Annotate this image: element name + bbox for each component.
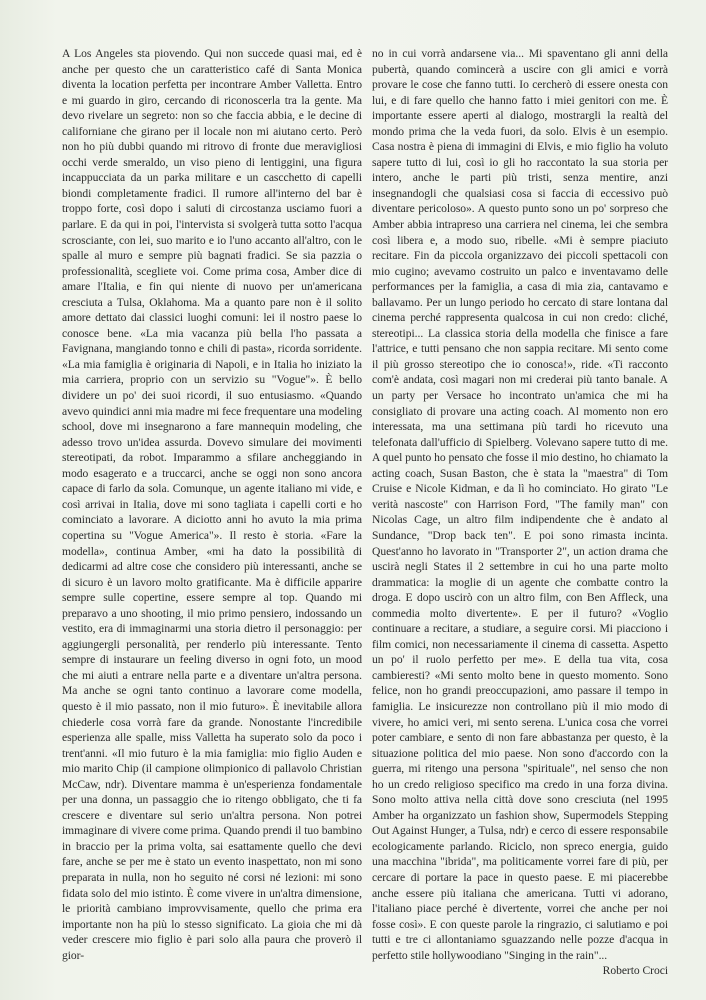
article-column-left [62,46,362,963]
article-text-left: A Los Angeles sta piovendo. Qui non succede quasi mai, ed è anche per questo che un caratteristico café di Santa Monica diventa la location perfetta per incontrare Amber Valletta. Entro e mi guardo in giro, cercando di riconoscerla tra la gente. Ma devo rivelare un segreto: non so che faccia abbia, e le decine di californiane che girano per il locale non mi aiutano certo. Però non ho più dubbi quando mi ritrovo di fronte due meravigliosi occhi verde smeraldo, un viso pieno di lentiggini, una figura incappucciata da un parka militare e un cascchetto di capelli biondi completamente fradici. Il rumore all'interno del bar è troppo forte, così dopo i saluti di circostanza usciamo fuori a parlare. E da qui in poi, l'intervista si svolgerà tutta sotto l'acqua scrosciante, con lei, suo marito e io l'uno accanto all'altro, con le spalle al muro e sempre più bagnati fradici. Se sia pazzia o professionalità, scegliete voi. Come prima cosa, Amber dice di amare l'Italia, e fin qui niente di nuovo per un'americana cresciuta a Tulsa, Oklahoma. Ma a quanto pare non è il solito amore dettato dai classici luoghi comuni: lei il nostro paese lo conosce bene. «La mia vacanza più bella l'ho passata a Favignana, mangiando tonno e chili di pasta», ricorda sorridente. «La mia famiglia è originaria di Napoli, e in Italia ho iniziato la mia carriera, proprio con un servizio su "Vogue"». È bello dividere un po' dei suoi ricordi, il suo entusiasmo. «Quando avevo quindici anni mia madre mi fece frequentare una modeling school, dove mi insegnarono a fare mannequin modeling, che adesso trovo un'idea assurda. Dovevo simulare dei movimenti stereotipati, da robot. Imparammo a sfilare ancheggiando in modo esagerato e a truccarci, anche se oggi non sono ancora capace di farlo da sola. Comunque, un agente italiano mi vide, e così arrivai in Italia, dove mi sono tagliata i capelli corti e ho cominciato a lavorare. A diciotto anni ho avuto la mia prima copertina su "Vogue America"». Il resto è storia. «Fare la modella», continua Amber, «mi ha dato la possibilità di dedicarmi ad altre cose che considero più interessanti, anche se di sicuro è un lavoro molto gratificante. Ma è difficile apparire sempre sulle copertine, essere sempre al top. Quando mi preparavo a uno shooting, il mio primo pensiero, indossando un vestito, era di immaginarmi una storia dietro il personaggio: per aggiungergli personalità, per renderlo più interessante. Tento sempre di instaurare un feeling diverso in ogni foto, un mood che mi aiuti a entrare nella parte e a diventare un'altra persona. Ma anche se ogni tanto continuo a lavorare come modella, questo è il mio passato, non il mio futuro». È inevitabile allora chiederle cosa vorrà fare da grande. Nonostante l'incredibile esperienza alle spalle, miss Valletta ha superato solo da poco i trent'anni. «Il mio futuro è la mia famiglia: mio figlio Auden e mio marito Chip (il campione olimpionico di pallavolo Christian McCaw, ndr). Diventare mamma è un'esperienza fondamentale per una donna, un passaggio che io ritengo obbligato, che ti fa crescere e diventare sul serio un'altra persona. Non potrei immaginare di vivere come prima. Quando prendi il tuo bambino in braccio per la prima volta, sai esattamente quello che devi fare, anche se per me è stato un evento inaspettato, non mi sono preparata in nulla, non ho seguito né corsi né lezioni: mi sono fidata solo del mio istinto. È come vivere in un'altra dimensione, le priorità cambiano improvvisamente, quello che prima era importante non ha più lo stesso significato. La gioia che mi dà veder crescere mio figlio è pari solo alla paura che proverò il gior- [62,47,362,962]
author-byline: Roberto Croci [602,964,668,978]
article-text-right-body: no in cui vorrà andarsene via... Mi spaventano gli anni della pubertà, quando comincerà a uscire con gli amici e vorrà provare le cose che fanno tutti. Io cercherò di essere onesta con lui, e di fare quello che hanno fatto i miei genitori con me. È importante essere aperti al dialogo, mostrargli la realtà del mondo prima che la veda fuori, da solo. Elvis è un esempio. Casa nostra è piena di immagini di Elvis, e mio figlio ha voluto sapere tutto di lui, così io gli ho raccontato la sua storia per intero, anche le parti più tristi, senza mentire, anzi insegnandogli che qualsiasi cosa si faccia di eccessivo può diventare pericoloso». A questo punto sono un po' sorpreso che Amber abbia intrapreso una carriera nel cinema, lei che sembra così libera e, a modo suo, ribelle. «Mi è sempre piaciuto recitare. Fin da piccola organizzavo dei piccoli spettacoli con mio cugino; avevamo costruito un palco e inventavamo delle performances per la famiglia, a casa di mia zia, cantavamo e ballavamo. Per un lungo periodo ho cercato di stare lontana dal cinema perché rappresenta qualcosa in cui non credo: cliché, stereotipi... La classica storia della modella che finisce a fare l'attrice, e tutti pensano che non sappia recitare. Mi sento come il più grosso stereotipo che io conosca!», ride. «Ti racconto com'è andata, così magari non mi crederai più tanto banale. A un party per Versace ho incontrato un'amica che mi ha consigliato di provare una acting coach. Al momento non ero interessata, ma una settimana più tardi ho ricevuto una telefonata dall'ufficio di Spielberg. Volevano sapere tutto di me. A quel punto ho pensato che fosse il mio destino, ho chiamato la acting coach, Susan Baston, che è stata la "maestra" di Tom Cruise e Nicole Kidman, e da lì ho cominciato. Ho girato "Le verità nascoste" con Harrison Ford, "The family man" con Nicolas Cage, un altro film indipendente che è andato al Sundance, "Drop back ten". E poi sono rimasta incinta. Quest'anno ho lavorato in "Transporter 2", un action drama che uscirà negli States il 2 settembre in cui ho una parte molto drammatica: la moglie di un agente che combatte contro la droga. E dopo uscirò con un altro film, con Ben Affleck, una commedia molto divertente». E per il futuro? «Voglio continuare a recitare, a studiare, a seguire corsi. Mi piacciono i film comici, non necessariamente il cinema di cassetta. Aspetto un po' il ruolo perfetto per me». E della tua vita, cosa cambieresti? «Mi sento molto bene in questo momento. Sono felice, non ho grandi preoccupazioni, amo passare il tempo in famiglia. Le insicurezze non controllano più il mio modo di vivere, ho amici veri, mi sento serena. L'unica cosa che vorrei poter cambiare, e sento di non fare abbastanza per questo, è la situazione politica del mio paese. Non sono d'accordo con la guerra, mi ritengo una persona "spirituale", nel senso che non ho un credo religioso specifico ma credo in una forza divina. Sono molto attiva nella città dove sono cresciuta (nel 1995 Amber ha organizzato un fashion show, Supermodels Stepping Out Against Hunger, a Tulsa, ndr) e cerco di essere responsabile ecologicamente parlando. Riciclo, non spreco energia, guido una macchina "ibrida", ma politicamente vorrei fare di più, per cercare di portare la pace in questo paese. E mi piacerebbe anche essere più italiana che americana. Tutti vi adorano, l'italiano piace perché è divertente, vorrei che anche per noi fosse così». E con queste parole la ringrazio, ci salutiamo e poi tutti e tre ci allontaniamo sguazzando nelle pozze d'acqua in perfetto stile hollywoodiano "Singing in the rain"... [372,47,668,962]
article-column-right [372,46,668,979]
article-text-right [372,46,668,978]
